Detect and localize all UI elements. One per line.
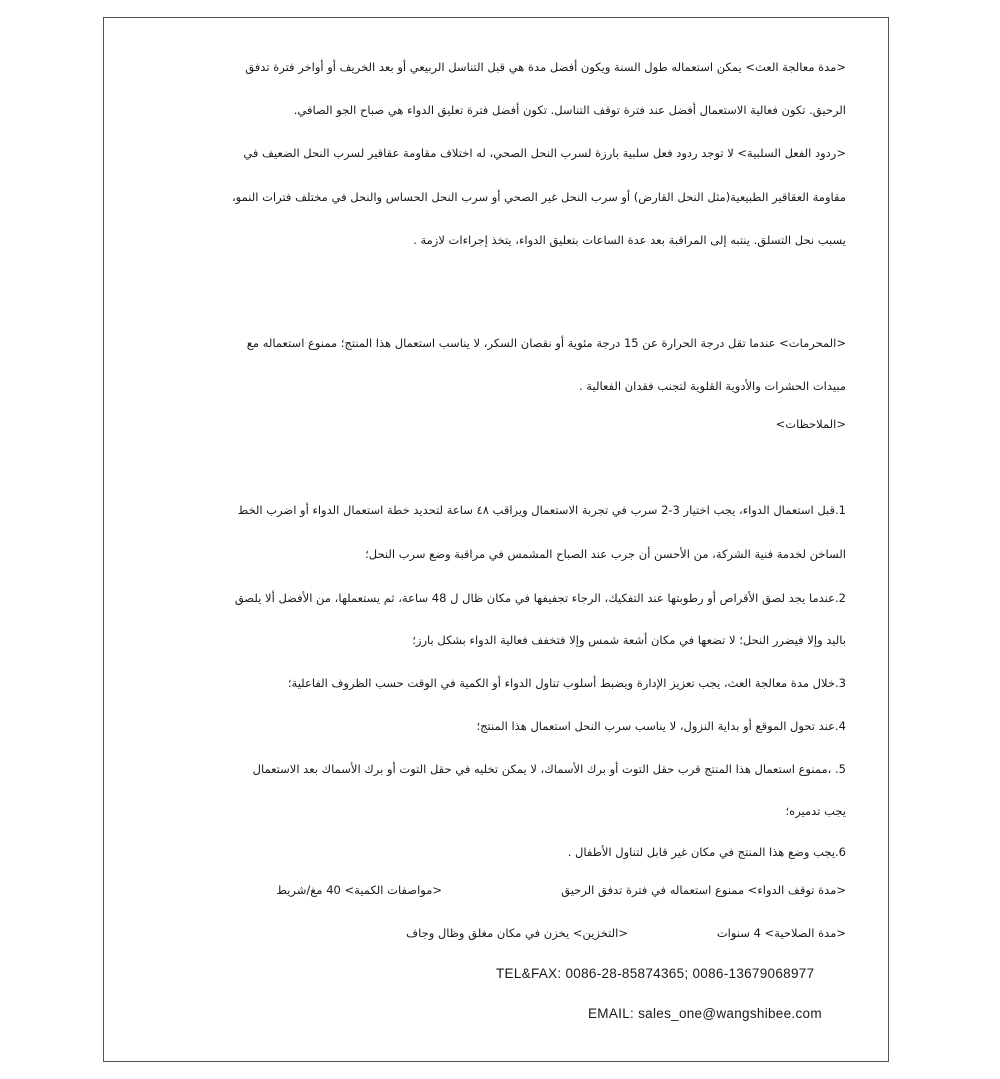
specs-row-2 xyxy=(140,923,846,943)
side-effects-line-1: <ردود الفعل السلبية> لا توجد ردود فعل سلبية بارزة لسرب النحل الصحي، له اختلاف مقاومة عقاقير لسرب النحل الضعيف في xyxy=(243,146,846,160)
note-1-line-1: 1.قبل استعمال الدواء، يجب اختيار 3-2 سرب في تجربة الاستعمال ويراقب ٤٨ ساعة لتحديد خطة استعمال الدواء أو اضرب الخط xyxy=(237,503,846,517)
treatment-period-line-2: الرحيق. تكون فعالية الاستعمال أفضل عند فترة توقف التناسل. تكون أفضل فترة تعليق الدواء هي صباح الجو الصافي. xyxy=(293,103,846,117)
side-effects-line-2: مقاومة العقاقير الطبيعية(مثل النحل القارض) أو سرب النحل غير الصحي أو سرب النحل الحساس والنحل في مختلف فترات النمو، xyxy=(231,190,846,204)
note-6: 6.يجب وضع هذا المنتج في مكان غير قابل لتناول الأطفال . xyxy=(567,845,846,859)
note-2-line-1: 2.عندما يجد لصق الأقراص أو رطوبتها عند التفكيك، الرجاء تجفيفها في مكان ظال ل 48 ساعة، ثم يستعملها، من الأفضل ألا يلصق xyxy=(234,591,846,605)
shelf-life: <مدة الصلاحية> 4 سنوات xyxy=(716,926,846,940)
quantity-spec: <مواصفات الكمية> 40 مغ/شريط xyxy=(276,883,442,897)
note-5-line-1: 5. ،ممنوع استعمال هذا المنتج قرب حقل التوت أو برك الأسماك، لا يمكن تخليه في حقل التوت أو برك الأسماك بعد الاستعمال xyxy=(252,762,846,776)
contraindications-line-1: <المحرمات> عندما تقل درجة الحرارة عن 15 درجة مئوية أو نقصان السكر، لا يناسب استعمال هذا المنتج؛ ممنوع استعماله مع xyxy=(246,336,846,350)
note-1-line-2: الساخن لخدمة فنية الشركة، من الأحسن أن جرب عند الصباح المشمس في مراقبة وضع سرب النحل؛ xyxy=(365,547,846,561)
contraindications-line-2: مبيدات الحشرات والأدوية القلوية لتجنب فقدان الفعالية . xyxy=(579,379,846,393)
tel-fax: TEL&FAX: 0086-28-85874365; 0086-13679068977 xyxy=(496,966,815,981)
specs-row-1 xyxy=(140,880,846,900)
page-border xyxy=(103,17,889,1062)
storage: <التخزين> يخزن في مكان مغلق وظال وجاف xyxy=(406,926,628,940)
email: EMAIL: sales_one@wangshibee.com xyxy=(588,1006,822,1021)
note-4: 4.عند تحول الموقع أو بداية النزول، لا يناسب سرب النحل استعمال هذا المنتج؛ xyxy=(476,719,846,733)
note-3: 3.خلال مدة معالجة العث، يجب تعزيز الإدارة ويضبط أسلوب تناول الدواء أو الكمية في الوقت حسب الظروف الفاعلية؛ xyxy=(287,676,846,690)
withdrawal-period: <مدة توقف الدواء> ممنوع استعماله في فترة تدفق الرحيق xyxy=(561,883,846,897)
side-effects-line-3: يسبب نحل التسلق. ينتبه إلى المراقبة بعد عدة الساعات بتعليق الدواء، يتخذ إجراءات لازمة . xyxy=(413,233,846,247)
note-2-line-2: باليد وإلا فيضرر النحل؛ لا تضعها في مكان أشعة شمس وإلا فتخفف فعالية الدواء بشكل بارز؛ xyxy=(412,633,846,647)
treatment-period-line-1: <مدة معالجة العث> يمكن استعماله طول السنة ويكون أفضل مدة هي قبل التناسل الربيعي أو بعد الخريف أو أواخر فترة تدفق xyxy=(245,60,846,74)
note-5-line-2: يجب تدميره؛ xyxy=(785,804,846,818)
notes-heading: <الملاحظات> xyxy=(775,417,846,431)
